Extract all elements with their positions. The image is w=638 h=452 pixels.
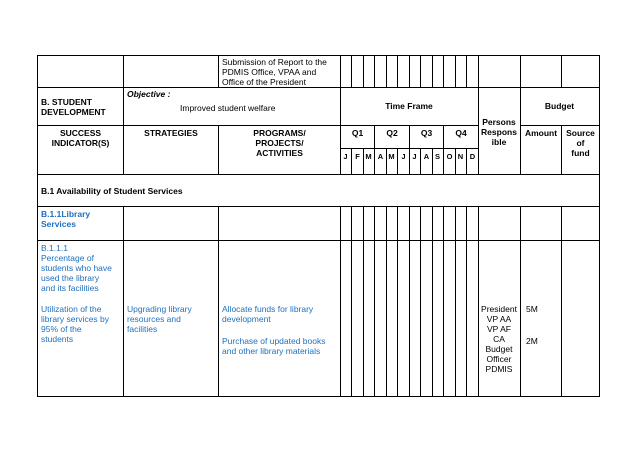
month-label: F [355,152,360,161]
row-line [520,125,600,126]
row-line [37,125,478,126]
strategy-text: Upgrading library resources and facilities [127,304,192,334]
col-line [123,55,124,174]
month-line [420,206,421,397]
month-line [351,206,352,397]
month-label: A [377,152,384,161]
month-line [455,206,456,397]
month-line [374,206,375,397]
success-indicator-1: B.1.1.1 Percentage of students who have used the library and its facilities [41,243,112,293]
amount-header: Amount [524,128,558,138]
col-line [561,206,562,397]
col-line [520,206,521,397]
col-line [520,55,521,174]
month-line [386,206,387,397]
month-line [443,206,444,397]
month-line [386,55,387,87]
quarter-label: Q1 [351,128,364,138]
library-services-title: B.1.1Library Services [41,209,91,229]
objective-text: Improved student welfare [180,103,276,113]
month-label: O [446,152,453,161]
month-line [397,206,398,397]
source-of-fund-header: Source of fund [566,128,595,158]
programs-header: PROGRAMS/ PROJECTS/ ACTIVITIES [253,128,306,158]
col-line [478,55,479,174]
month-line [466,55,467,87]
col-line [123,206,124,397]
month-line [420,55,421,87]
month-label: A [423,152,430,161]
budget-label: Budget [544,101,575,111]
row-line [37,206,600,207]
month-line [363,55,364,87]
col-line [599,55,600,397]
month-label: J [343,152,348,161]
month-line [363,206,364,397]
submission-text: Submission of Report to the PDMIS Office, VPAA and Office of the President [222,57,327,87]
month-label: J [401,152,406,161]
quarter-label: Q3 [420,128,433,138]
row-line [37,55,600,56]
persons-responsible-label: Persons Respons ible [481,117,517,147]
month-line [409,55,410,87]
month-line [351,55,352,87]
time-frame-label: Time Frame [385,101,433,111]
col-line [218,55,219,87]
month-label: S [434,152,440,161]
col-line [37,55,38,397]
persons-responsible: President VP AA VP AF CA Budget Officer PDMIS [481,304,517,374]
row-line [37,396,600,397]
month-line [409,206,410,397]
month-label: M [388,152,395,161]
month-label: J [412,152,417,161]
success-indicator-header: SUCCESS INDICATOR(S) [51,128,110,148]
objective-label: Objective : [127,89,171,99]
month-line [432,206,433,397]
success-indicator-2: Utilization of the library services by 95% of the students [41,304,110,344]
col-line [340,206,341,397]
amount-2: 2M [526,336,538,346]
quarter-label: Q2 [386,128,398,138]
row-line [37,240,600,241]
month-label: D [469,152,476,161]
program-1: Allocate funds for library development [222,304,314,324]
strategies-header: STRATEGIES [144,128,198,138]
section-title: B. STUDENT DEVELOPMENT [41,97,106,117]
amount-1: 5M [526,304,538,314]
row-line [37,87,600,88]
quarter-label: Q4 [455,128,467,138]
month-line [374,55,375,87]
program-2: Purchase of updated books and other library materials [222,336,326,356]
month-label: N [457,152,464,161]
month-line [443,55,444,87]
month-line [397,55,398,87]
col-line [561,55,562,87]
month-label: M [365,152,372,161]
month-line [466,206,467,397]
col-line [218,206,219,397]
month-line [455,55,456,87]
subsection-title: B.1 Availability of Student Services [41,186,183,196]
month-line [432,55,433,87]
row-line [37,174,600,175]
